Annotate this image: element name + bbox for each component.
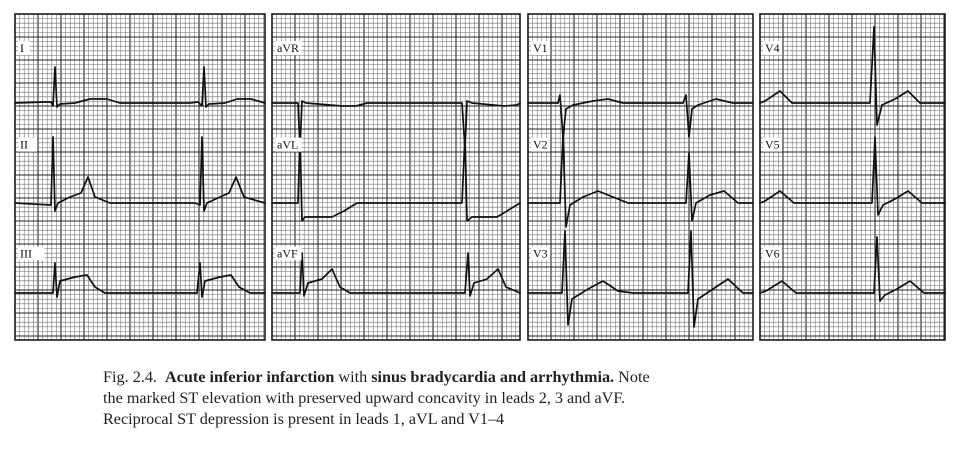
lead-label-i: I: [20, 41, 24, 55]
lead-label-v2: V2: [533, 137, 548, 152]
caption-title-mid: with: [338, 368, 368, 386]
lead-label-v4: V4: [765, 41, 780, 55]
lead-label-ii: II: [20, 137, 28, 152]
caption-line-3: Reciprocal ST depression is present in leads 1, aVL and V1–4: [103, 410, 505, 428]
ecg-panel-4: [760, 14, 945, 340]
caption-note: Note: [618, 368, 650, 386]
caption-line-1: [103, 367, 843, 388]
ecg-panel-2: [272, 14, 520, 340]
ecg-trace-i: [15, 67, 265, 107]
caption-title-bold-2: sinus bradycardia and arrhythmia.: [371, 368, 615, 386]
lead-label-iii: III: [20, 246, 32, 261]
lead-label-v6: V6: [765, 246, 780, 261]
lead-label-avl: aVL: [277, 137, 299, 152]
figure-caption: [103, 367, 843, 430]
lead-label-avf: aVF: [277, 246, 298, 261]
caption-title-bold-1: Acute inferior infarction: [165, 368, 335, 386]
caption-line-2: the marked ST elevation with preserved upward concavity in leads 2, 3 and aVF.: [103, 389, 626, 407]
lead-label-avr: aVR: [277, 41, 299, 55]
lead-label-v1: V1: [533, 41, 548, 55]
ecg-trace-v2: [528, 135, 753, 227]
ecg-trace-ii: [15, 137, 265, 211]
ecg-trace-iii: [15, 263, 265, 297]
lead-label-v5: V5: [765, 137, 780, 152]
figure-number: Fig. 2.4.: [103, 368, 157, 386]
lead-label-v3: V3: [533, 246, 548, 261]
